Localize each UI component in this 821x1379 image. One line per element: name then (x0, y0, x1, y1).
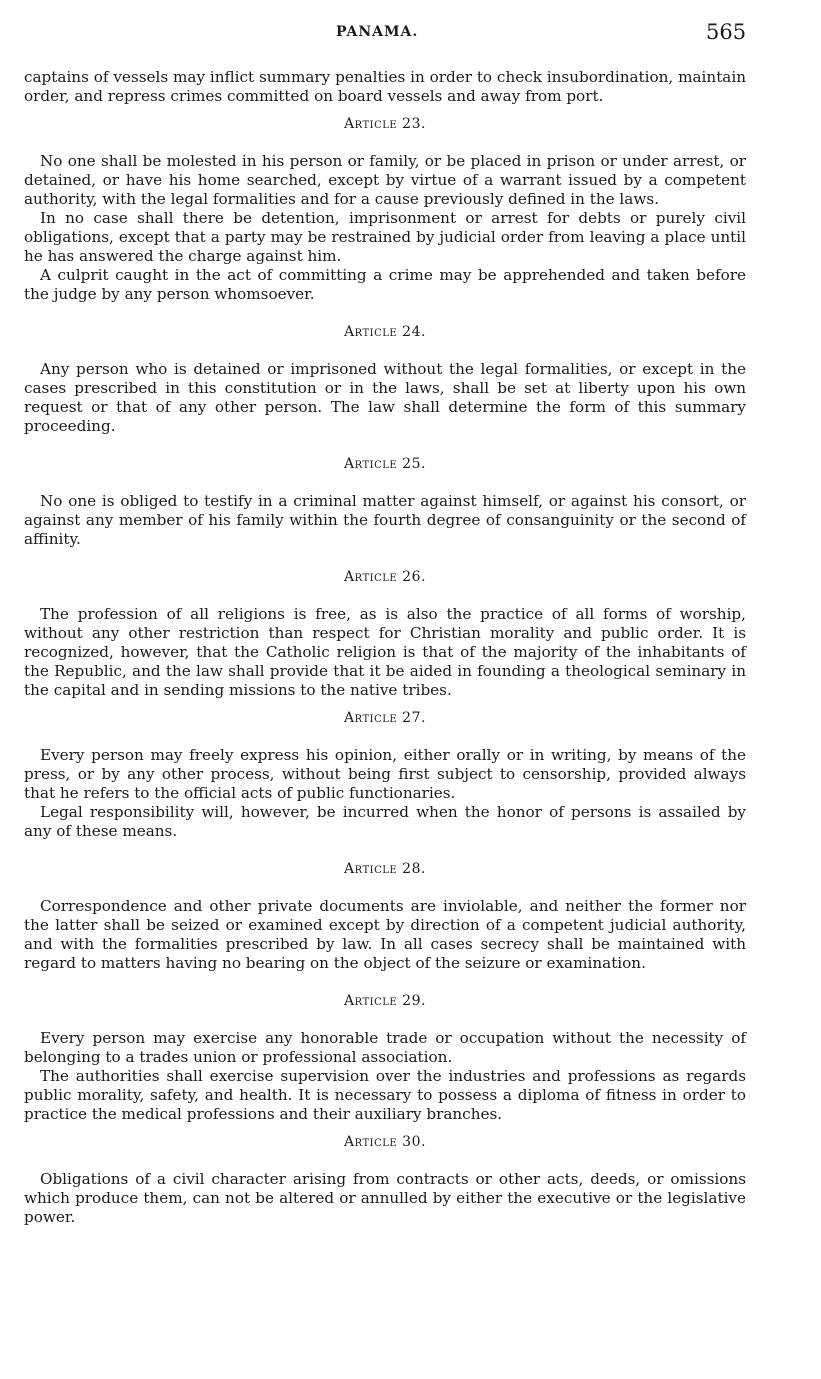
article-paragraph: The authorities shall exercise supervision over the industries and professions as regards public morality, safety, and health. It is necessary to possess a diploma of fitness in order to practice the medical professions and their auxiliary branches. (24, 1067, 746, 1123)
page-header (0, 20, 821, 46)
article-heading: Article 27. (344, 710, 426, 726)
article-paragraph: No one shall be molested in his person or family, or be placed in prison or under arrest, or detained, or have his home searched, except by virtue of a warrant issued by a competent authority, with the legal formalities and for a cause previously defined in the laws. (24, 152, 746, 208)
article-paragraph: In no case shall there be detention, imprisonment or arrest for debts or purely civil obligations, except that a party may be restrained by judicial order from leaving a place until he has answered the charge against him. (24, 209, 746, 265)
article-heading: Article 25. (344, 456, 426, 472)
article-paragraph: The profession of all religions is free, as is also the practice of all forms of worship, without any other restriction than respect for Christian morality and public order. It is recognized, however, that the Catholic religion is that of the majority of the inhabitants of the Republic, and the law shall provide that it be aided in founding a theological seminary in the capital and in sending missions to the native tribes. (24, 605, 746, 699)
article-heading: Article 23. (344, 116, 426, 132)
page-body (24, 68, 746, 1227)
article-paragraph: A culprit caught in the act of committing a crime may be apprehended and taken before the judge by any person whomsoever. (24, 266, 746, 303)
article-paragraph: Legal responsibility will, however, be incurred when the honor of persons is assailed by any of these means. (24, 803, 746, 840)
article-paragraph: Every person may freely express his opinion, either orally or in writing, by means of the press, or by any other process, without being first subject to censorship, provided always that he refers to the official acts of public functionaries. (24, 746, 746, 802)
article-heading: Article 26. (344, 569, 426, 585)
article-heading: Article 24. (344, 324, 426, 340)
article-heading: Article 28. (344, 861, 426, 877)
running-title: PANAMA. (336, 24, 419, 40)
article-heading: Article 29. (344, 993, 426, 1009)
article-paragraph: Correspondence and other private documents are inviolable, and neither the former nor the latter shall be seized or examined except by direction of a competent judicial authority, and with the formalities prescribed by law. In all cases secrecy shall be maintained with regard to matters having no bearing on the object of the seizure or examination. (24, 897, 746, 972)
article-paragraph: Every person may exercise any honorable trade or occupation without the necessity of belonging to a trades union or professional association. (24, 1029, 746, 1066)
article-paragraph: Obligations of a civil character arising from contracts or other acts, deeds, or omissions which produce them, can not be altered or annulled by either the executive or the legislative power. (24, 1170, 746, 1226)
intro-paragraph: captains of vessels may inflict summary penalties in order to check insubordination, maintain order, and repress crimes committed on board vessels and away from port. (24, 68, 746, 105)
article-heading: Article 30. (344, 1134, 426, 1150)
article-paragraph: Any person who is detained or imprisoned without the legal formalities, or except in the cases prescribed in this constitution or in the laws, shall be set at liberty upon his own request or that of any other person. The law shall determine the form of this summary proceeding. (24, 360, 746, 435)
article-paragraph: No one is obliged to testify in a criminal matter against himself, or against his consort, or against any member of his family within the fourth degree of consanguinity or the second of affinity. (24, 492, 746, 548)
page-number: 565 (706, 20, 747, 44)
